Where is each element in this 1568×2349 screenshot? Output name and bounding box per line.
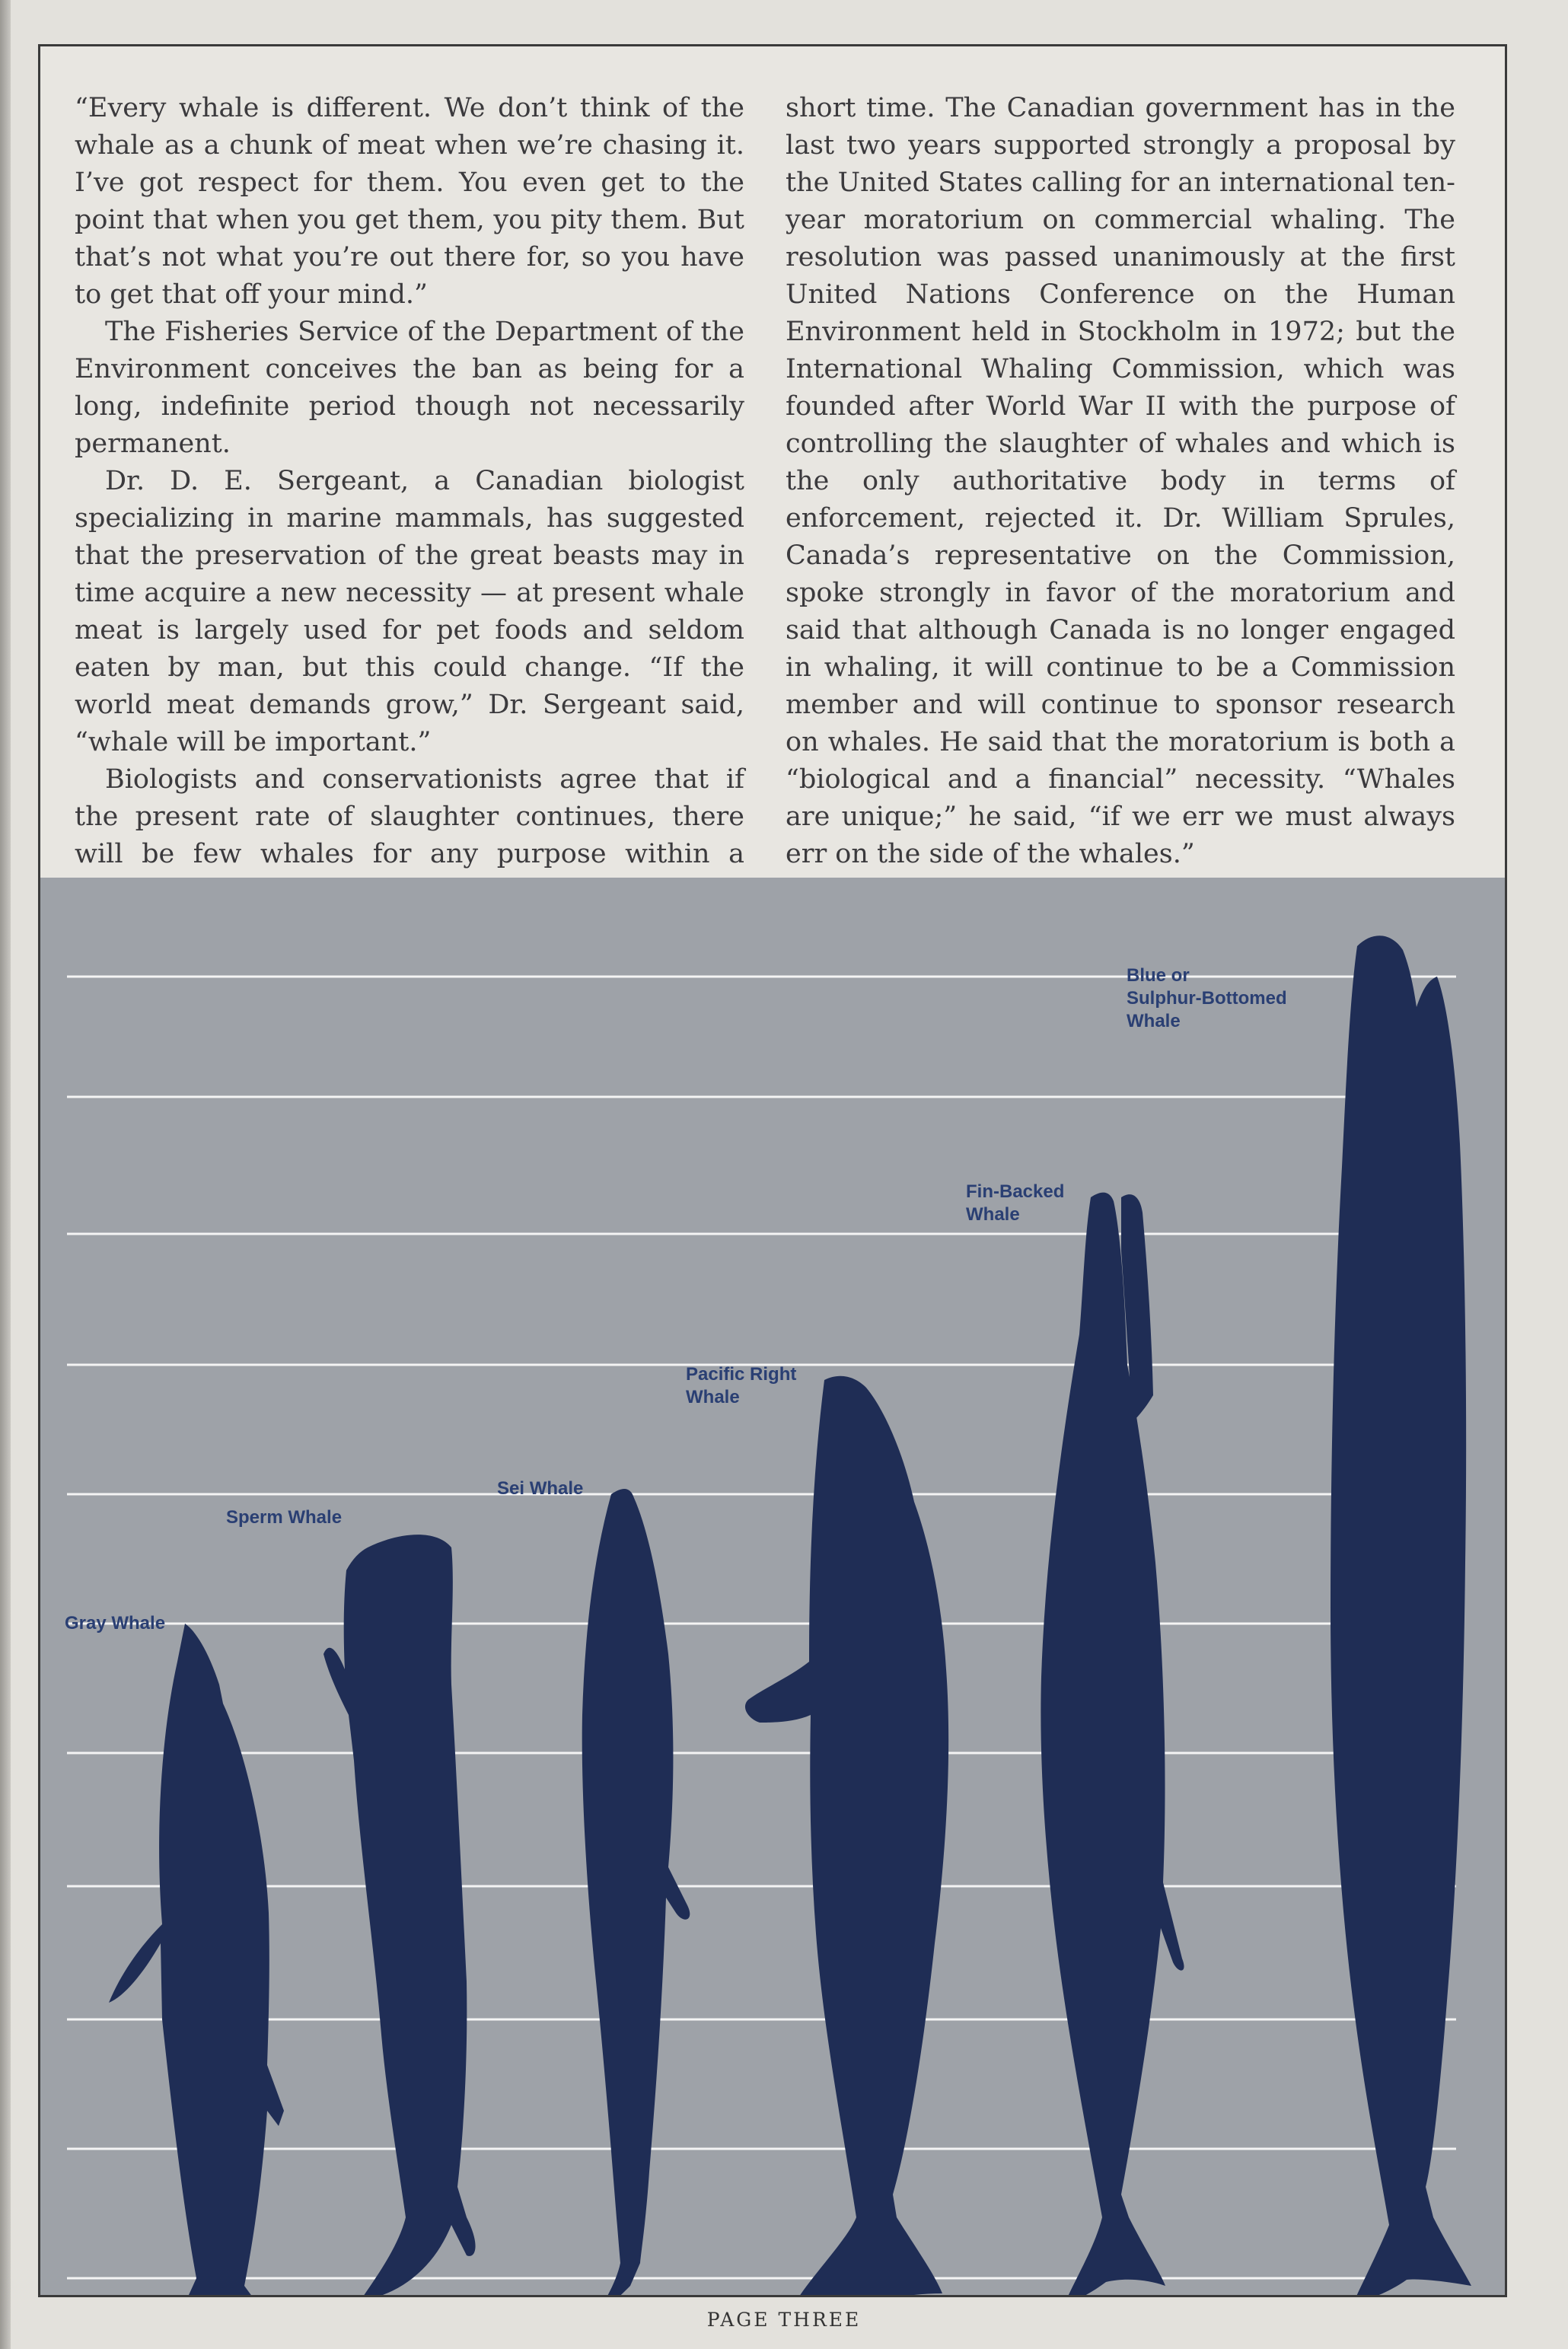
scale-lines [67, 977, 1456, 2278]
fin-backed-whale-silhouette [1041, 1193, 1184, 2295]
whale-silhouettes [40, 878, 1505, 2295]
whale-label-gray: Gray Whale [65, 1613, 166, 1633]
sperm-whale-silhouette [323, 1535, 476, 2295]
paragraph: Dr. D. E. Sergeant, a Canadian biologist specializing in marine mammals, has suggested that the preservation of the great beasts may in time acquire a new necessity — at present whale meat is largely used for pet foods and seldom eaten by man, but this could change. “If the world meat demands grow,” Dr. Sergeant said, “whale will be important.” [75, 466, 744, 757]
article-column-right [786, 90, 1455, 873]
blue-whale-silhouette [1331, 935, 1471, 2295]
whale-label-sei: Sei Whale [497, 1478, 584, 1499]
page-binding-edge [0, 0, 11, 2349]
article-text [38, 44, 1507, 878]
paragraph: short time. The Canadian government has in the last two years supported strongly a proposal by the United States calling for an international ten-year moratorium on commercial whaling. The resolution was passed unanimously at the first United Nations Conference on the Human Environment held in Stockholm in 1972; but the International Whaling Commission, which was founded after World War II with the purpose of controlling the slaughter of whales and which is the only authoritative body in terms of enforcement, rejected it. Dr. William Sprules, Canada’s representative on the Commission, spoke strongly in favor of the moratorium and said that although Canada is no longer engaged in whaling, it will continue to be a Commission member and will continue to sponsor research on whales. He said that the moratorium is both a “biological and a financial” necessity. “Whales are unique;” he said, “if we err we must always err on the side of the whales.” [786, 93, 1455, 869]
whale-label-blue: Blue or Sulphur-Bottomed Whale [1127, 965, 1287, 1031]
whale-label-fin-backed: Fin-Backed Whale [966, 1181, 1065, 1225]
gray-whale-silhouette [109, 1624, 284, 2295]
whales [109, 935, 1471, 2295]
paragraph: “Every whale is different. We don’t think of the whale as a chunk of meat when we’re chasing it. I’ve got respect for them. You even get to the point that when you get them, you pity them. But that’s not what you’re out there for, so you have to get that off your mind.” [75, 93, 744, 310]
pacific-right-whale-silhouette [745, 1376, 948, 2295]
whale-size-illustration [40, 878, 1505, 2295]
article-column-left [75, 90, 744, 910]
paragraph: Biologists and conservationists agree that if the present rate of slaughter continues, there will be few whales for any purpose within a [75, 764, 744, 869]
page-number: PAGE THREE [706, 2309, 862, 2331]
sei-whale-silhouette [582, 1489, 690, 2295]
whale-label-sperm: Sperm Whale [226, 1507, 343, 1528]
paragraph: The Fisheries Service of the Department of the Environment conceives the ban as being for a long, indefinite period though not necessarily permanent. [75, 317, 744, 459]
whale-label-pacific-right: Pacific Right Whale [686, 1364, 797, 1407]
